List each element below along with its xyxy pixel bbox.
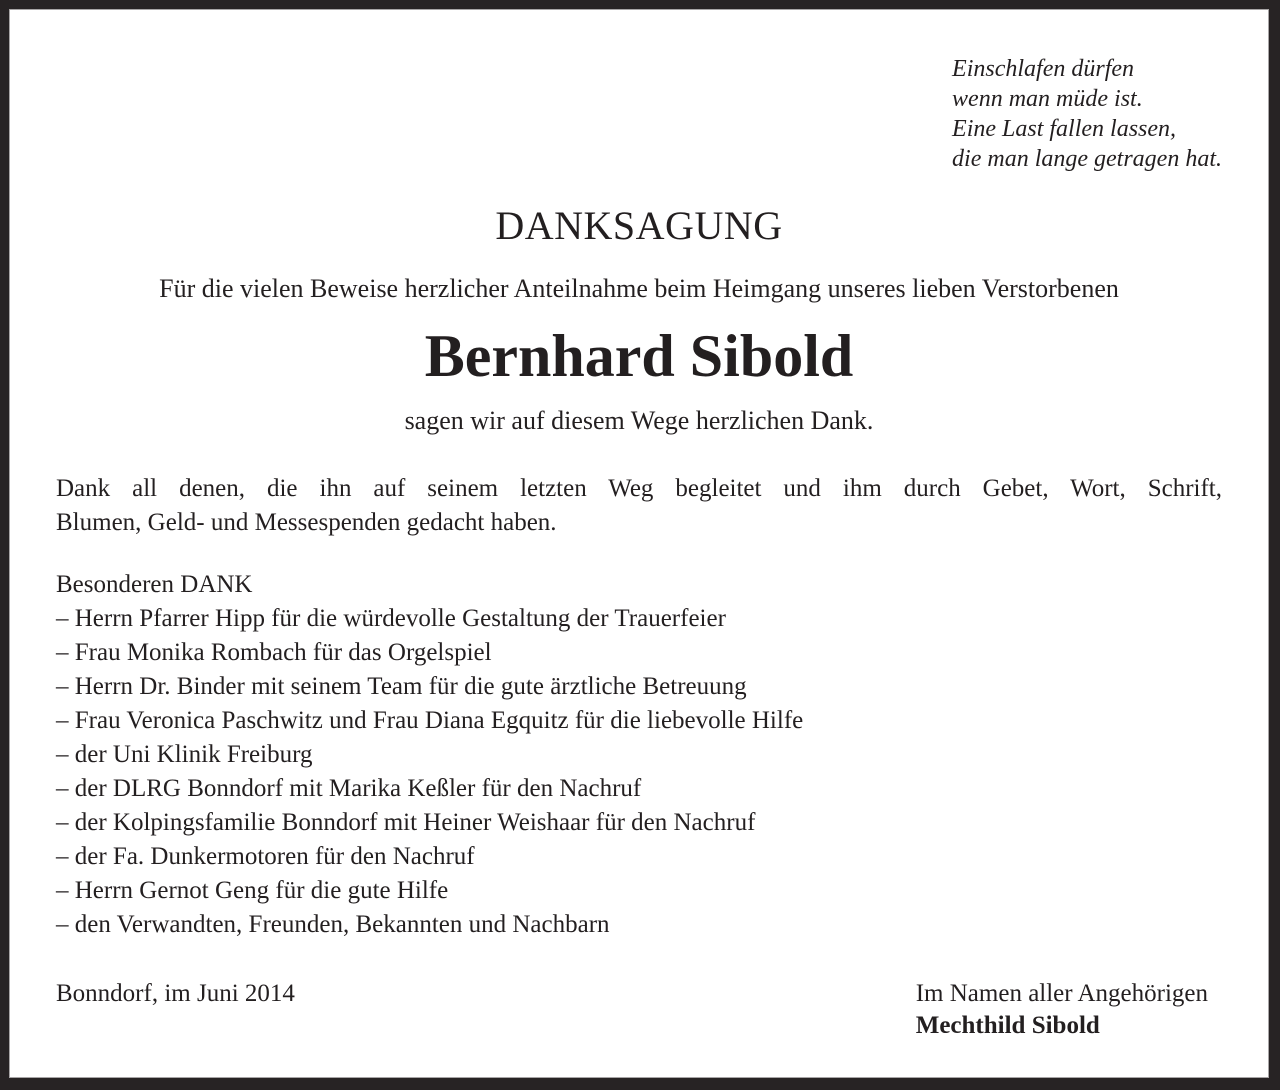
thanks-item: – der Kolpingsfamilie Bonndorf mit Heiner Weishaar für den Nachruf	[56, 809, 756, 836]
special-thanks-heading: Besonderen DANK	[56, 571, 253, 598]
place-date: Bonndorf, im Juni 2014	[56, 980, 295, 1007]
poem-line: Einschlafen dürfen	[952, 56, 1135, 82]
thanks-item: – Frau Monika Rombach für das Orgelspiel	[56, 639, 492, 666]
page-title: DANKSAGUNG	[495, 203, 783, 248]
thanks-item: – Herrn Pfarrer Hipp für die würdevolle Gestaltung der Trauerfeier	[56, 605, 726, 632]
thanks-item: – den Verwandten, Freunden, Bekannten und Nachbarn	[56, 911, 610, 938]
body-paragraph	[56, 472, 1222, 540]
poem-line: die man lange getragen hat.	[952, 146, 1222, 172]
footer	[56, 978, 1222, 1042]
poem-line: wenn man müde ist.	[952, 86, 1143, 112]
epigraph-poem	[952, 54, 1222, 174]
intro-line: Für die vielen Beweise herzlicher Anteilnahme beim Heimgang unseres lieben Verstorbenen	[159, 274, 1119, 303]
paragraph-line: Dank all denen, die ihn auf seinem letzten Weg begleitet und ihm durch Gebet, Wort, Schrift,	[56, 475, 1222, 502]
closing-block	[916, 978, 1208, 1042]
signature-name: Mechthild Sibold	[915, 1012, 1100, 1039]
obituary-sheet	[9, 9, 1269, 1078]
thanks-list	[56, 602, 1222, 942]
thanks-item: – Herrn Dr. Binder mit seinem Team für die gute ärztliche Betreuung	[56, 673, 747, 700]
thanks-item: – der Fa. Dunkermotoren für den Nachruf	[56, 843, 475, 870]
thanks-item: – der Uni Klinik Freiburg	[56, 741, 313, 768]
closing-line: Im Namen aller Angehörigen	[915, 980, 1208, 1007]
poem-line: Eine Last fallen lassen,	[952, 116, 1177, 142]
thanks-item: – der DLRG Bonndorf mit Marika Keßler für den Nachruf	[56, 775, 642, 802]
paragraph-line: Blumen, Geld- und Messespenden gedacht haben.	[56, 509, 557, 536]
thanks-item: – Herrn Gernot Geng für die gute Hilfe	[56, 877, 449, 904]
deceased-name: Bernhard Sibold	[424, 323, 854, 389]
thanks-sentence: sagen wir auf diesem Wege herzlichen Dank.	[404, 406, 874, 435]
thanks-item: – Frau Veronica Paschwitz und Frau Diana Egquitz für die liebevolle Hilfe	[56, 707, 804, 734]
